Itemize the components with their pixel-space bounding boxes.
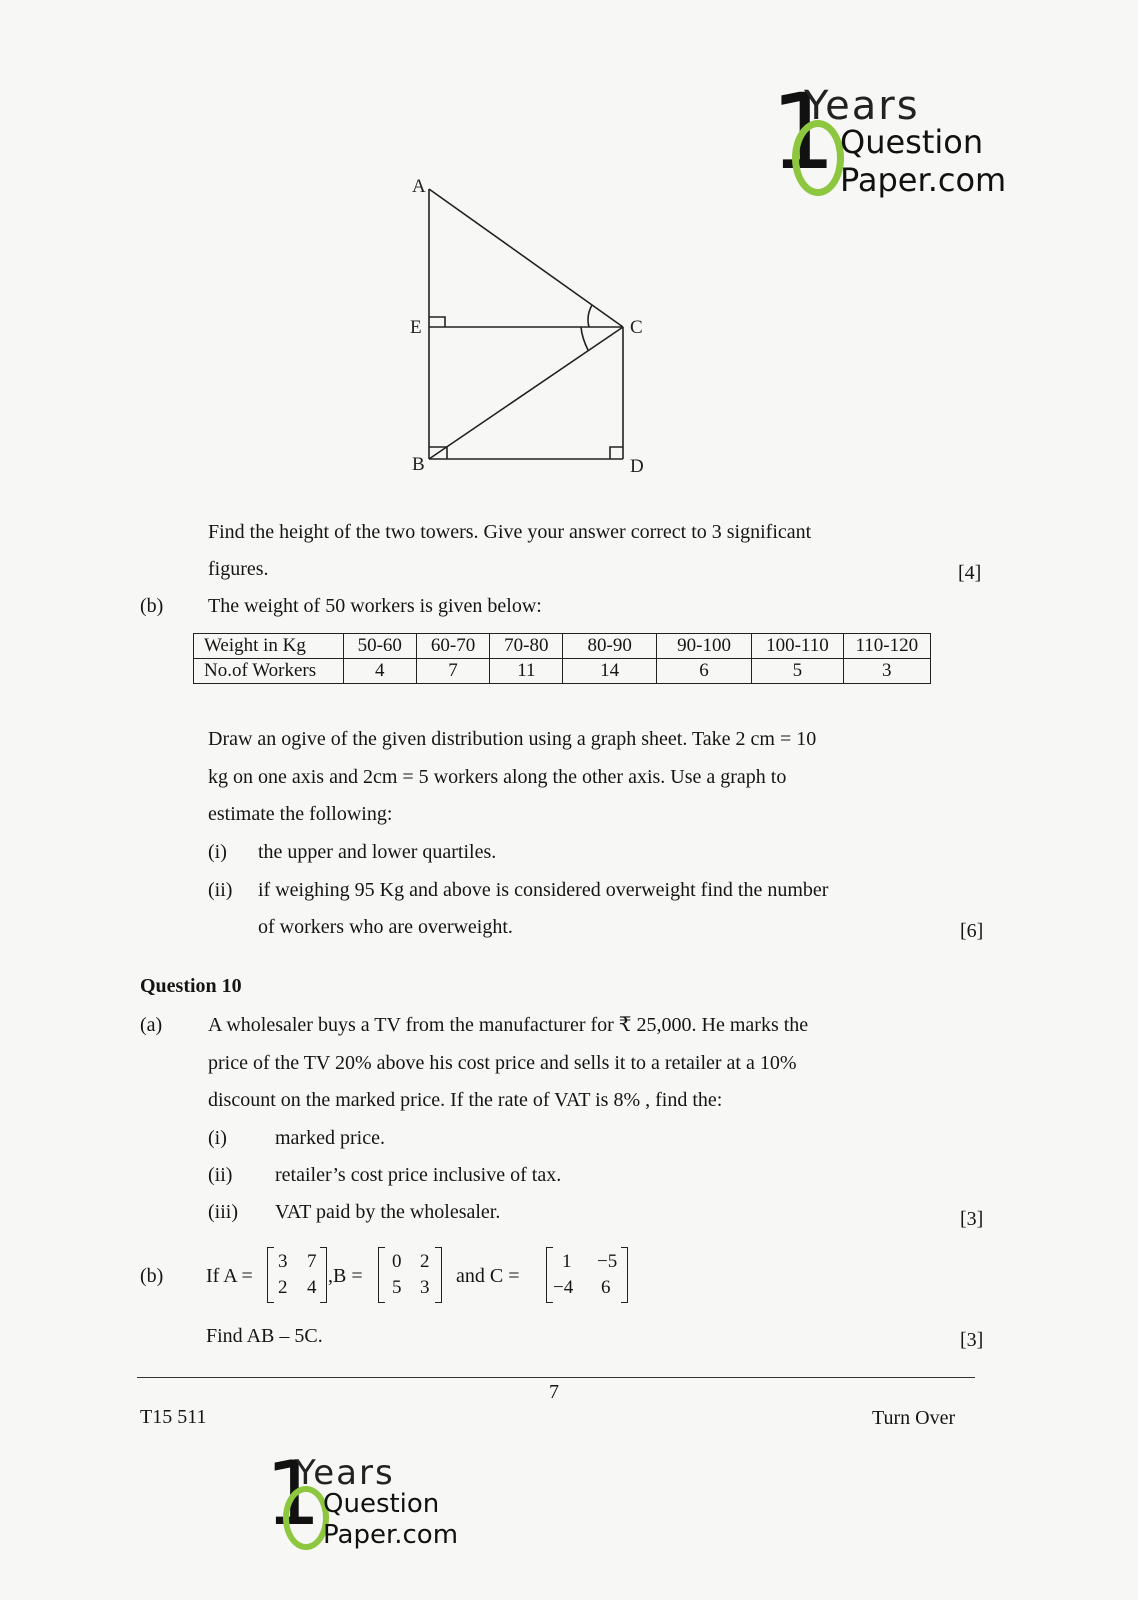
- q10b-marks: [3]: [960, 1329, 984, 1351]
- matrix-entry: 3: [420, 1277, 430, 1298]
- question-10-title: Question 10: [140, 975, 242, 997]
- q10b-label: (b): [140, 1265, 164, 1287]
- table-header-cell: 70-80: [490, 634, 563, 659]
- q10a-line1: A wholesaler buys a TV from the manufacturer for ₹ 25,000. He marks the: [208, 1014, 809, 1036]
- table-cell: 11: [490, 659, 563, 684]
- label-d: D: [630, 456, 644, 477]
- weights-table: [193, 633, 931, 684]
- matrix-bracket: [546, 1247, 553, 1303]
- table-cell: 7: [416, 659, 489, 684]
- line-ac: [429, 189, 623, 327]
- right-angle-e: [429, 317, 445, 327]
- table-header-cell: 90-100: [656, 634, 751, 659]
- matrix-entry: −4: [553, 1277, 574, 1298]
- q10a-ii-text: retailer’s cost price inclusive of tax.: [275, 1164, 562, 1186]
- ogive-line1: Draw an ogive of the given distribution using a graph sheet. Take 2 cm = 10: [208, 728, 817, 750]
- logo-paper-text: Paper.com: [840, 161, 1007, 199]
- label-e: E: [410, 317, 422, 338]
- q9b-label: (b): [140, 595, 164, 617]
- table-cell: 3: [843, 659, 930, 684]
- matrix-entry: 3: [278, 1251, 288, 1272]
- right-angle-d: [610, 447, 623, 459]
- matrix-entry: 5: [392, 1277, 402, 1298]
- table-cell: 14: [563, 659, 656, 684]
- q10b-and-c: and C =: [456, 1265, 520, 1287]
- matrix-entry: 0: [392, 1251, 402, 1272]
- logo-question-text: Question: [323, 1489, 440, 1519]
- turn-over: Turn Over: [872, 1407, 956, 1429]
- page-number: 7: [549, 1381, 559, 1403]
- matrix-b: [378, 1247, 442, 1303]
- ogive-marks: [6]: [960, 920, 984, 942]
- paper-code: T15 511: [140, 1406, 207, 1428]
- matrix-entry: 1: [562, 1251, 572, 1272]
- table-header-cell: Weight in Kg: [194, 634, 344, 659]
- q10a-ii-label: (ii): [208, 1164, 233, 1186]
- towers-figure: [400, 170, 660, 480]
- matrix-entry: −5: [597, 1251, 618, 1272]
- q10a-iii-text: VAT paid by the wholesaler.: [275, 1201, 501, 1223]
- table-header-cell: 60-70: [416, 634, 489, 659]
- q10a-line2: price of the TV 20% above his cost price and sells it to a retailer at a 10%: [208, 1052, 797, 1074]
- angle-arc-lower: [581, 327, 588, 350]
- ogive-line3: estimate the following:: [208, 803, 393, 825]
- q10a-line3: discount on the marked price. If the rate of VAT is 8% , find the:: [208, 1089, 723, 1111]
- q9a-find-line2: figures.: [208, 558, 269, 580]
- q10a-iii-label: (iii): [208, 1201, 238, 1223]
- logo-years-text: Years: [804, 83, 920, 129]
- matrix-bracket: [435, 1247, 442, 1303]
- table-cell: No.of Workers: [194, 659, 344, 684]
- logo-paper-text: Paper.com: [323, 1520, 459, 1550]
- matrix-bracket: [320, 1247, 327, 1303]
- logo-question-text: Question: [840, 123, 984, 161]
- matrix-entry: 2: [420, 1251, 430, 1272]
- table-header-cell: 100-110: [752, 634, 843, 659]
- table-row-workers: [194, 659, 931, 684]
- matrix-bracket: [378, 1247, 385, 1303]
- ogive-ii-text2: of workers who are overweight.: [258, 916, 513, 938]
- q10b-if-a: If A =: [206, 1265, 253, 1287]
- q9b-intro: The weight of 50 workers is given below:: [208, 595, 542, 617]
- footer-rule: [137, 1377, 975, 1378]
- q9a-find-line1: Find the height of the two towers. Give your answer correct to 3 significant: [208, 521, 812, 543]
- matrix-entry: 7: [307, 1251, 317, 1272]
- logo-digit-one: 1: [770, 71, 837, 193]
- logo-green-ring: [792, 120, 844, 196]
- label-b: B: [412, 454, 425, 475]
- ogive-ii-label: (ii): [208, 879, 233, 901]
- table-cell: 4: [343, 659, 416, 684]
- ogive-ii-text1: if weighing 95 Kg and above is considered overweight find the number: [258, 879, 829, 901]
- q10a-i-label: (i): [208, 1127, 227, 1149]
- matrix-bracket: [621, 1247, 628, 1303]
- label-c: C: [630, 317, 643, 338]
- watermark-logo-top: [770, 71, 1010, 210]
- table-cell: 6: [656, 659, 751, 684]
- matrix-c: [546, 1247, 628, 1303]
- angle-arc-upper: [588, 305, 592, 327]
- q9a-marks: [4]: [958, 562, 982, 584]
- table-cell: 5: [752, 659, 843, 684]
- matrix-entry: 2: [278, 1277, 288, 1298]
- q10a-i-text: marked price.: [275, 1127, 385, 1149]
- q10b-find: Find AB – 5C.: [206, 1325, 323, 1347]
- table-header-cell: 50-60: [343, 634, 416, 659]
- q10a-label: (a): [140, 1014, 163, 1036]
- table-header-cell: 80-90: [563, 634, 656, 659]
- logo-years-text: Years: [295, 1453, 395, 1493]
- label-a: A: [412, 176, 426, 197]
- watermark-logo-bottom: [265, 1442, 465, 1560]
- matrix-a: [267, 1247, 327, 1303]
- q10b-comma-b: ,B =: [328, 1265, 363, 1287]
- logo-digit-one: 1: [265, 1442, 321, 1545]
- table-header-cell: 110-120: [843, 634, 930, 659]
- ogive-i-label: (i): [208, 841, 227, 863]
- ogive-i-text: the upper and lower quartiles.: [258, 841, 497, 863]
- table-row-weights: [194, 634, 931, 659]
- line-bc: [429, 327, 623, 459]
- q10a-marks: [3]: [960, 1208, 984, 1230]
- ogive-line2: kg on one axis and 2cm = 5 workers along the other axis. Use a graph to: [208, 766, 787, 788]
- matrix-entry: 4: [307, 1277, 317, 1298]
- matrix-entry: 6: [601, 1277, 611, 1298]
- matrix-bracket: [267, 1247, 274, 1303]
